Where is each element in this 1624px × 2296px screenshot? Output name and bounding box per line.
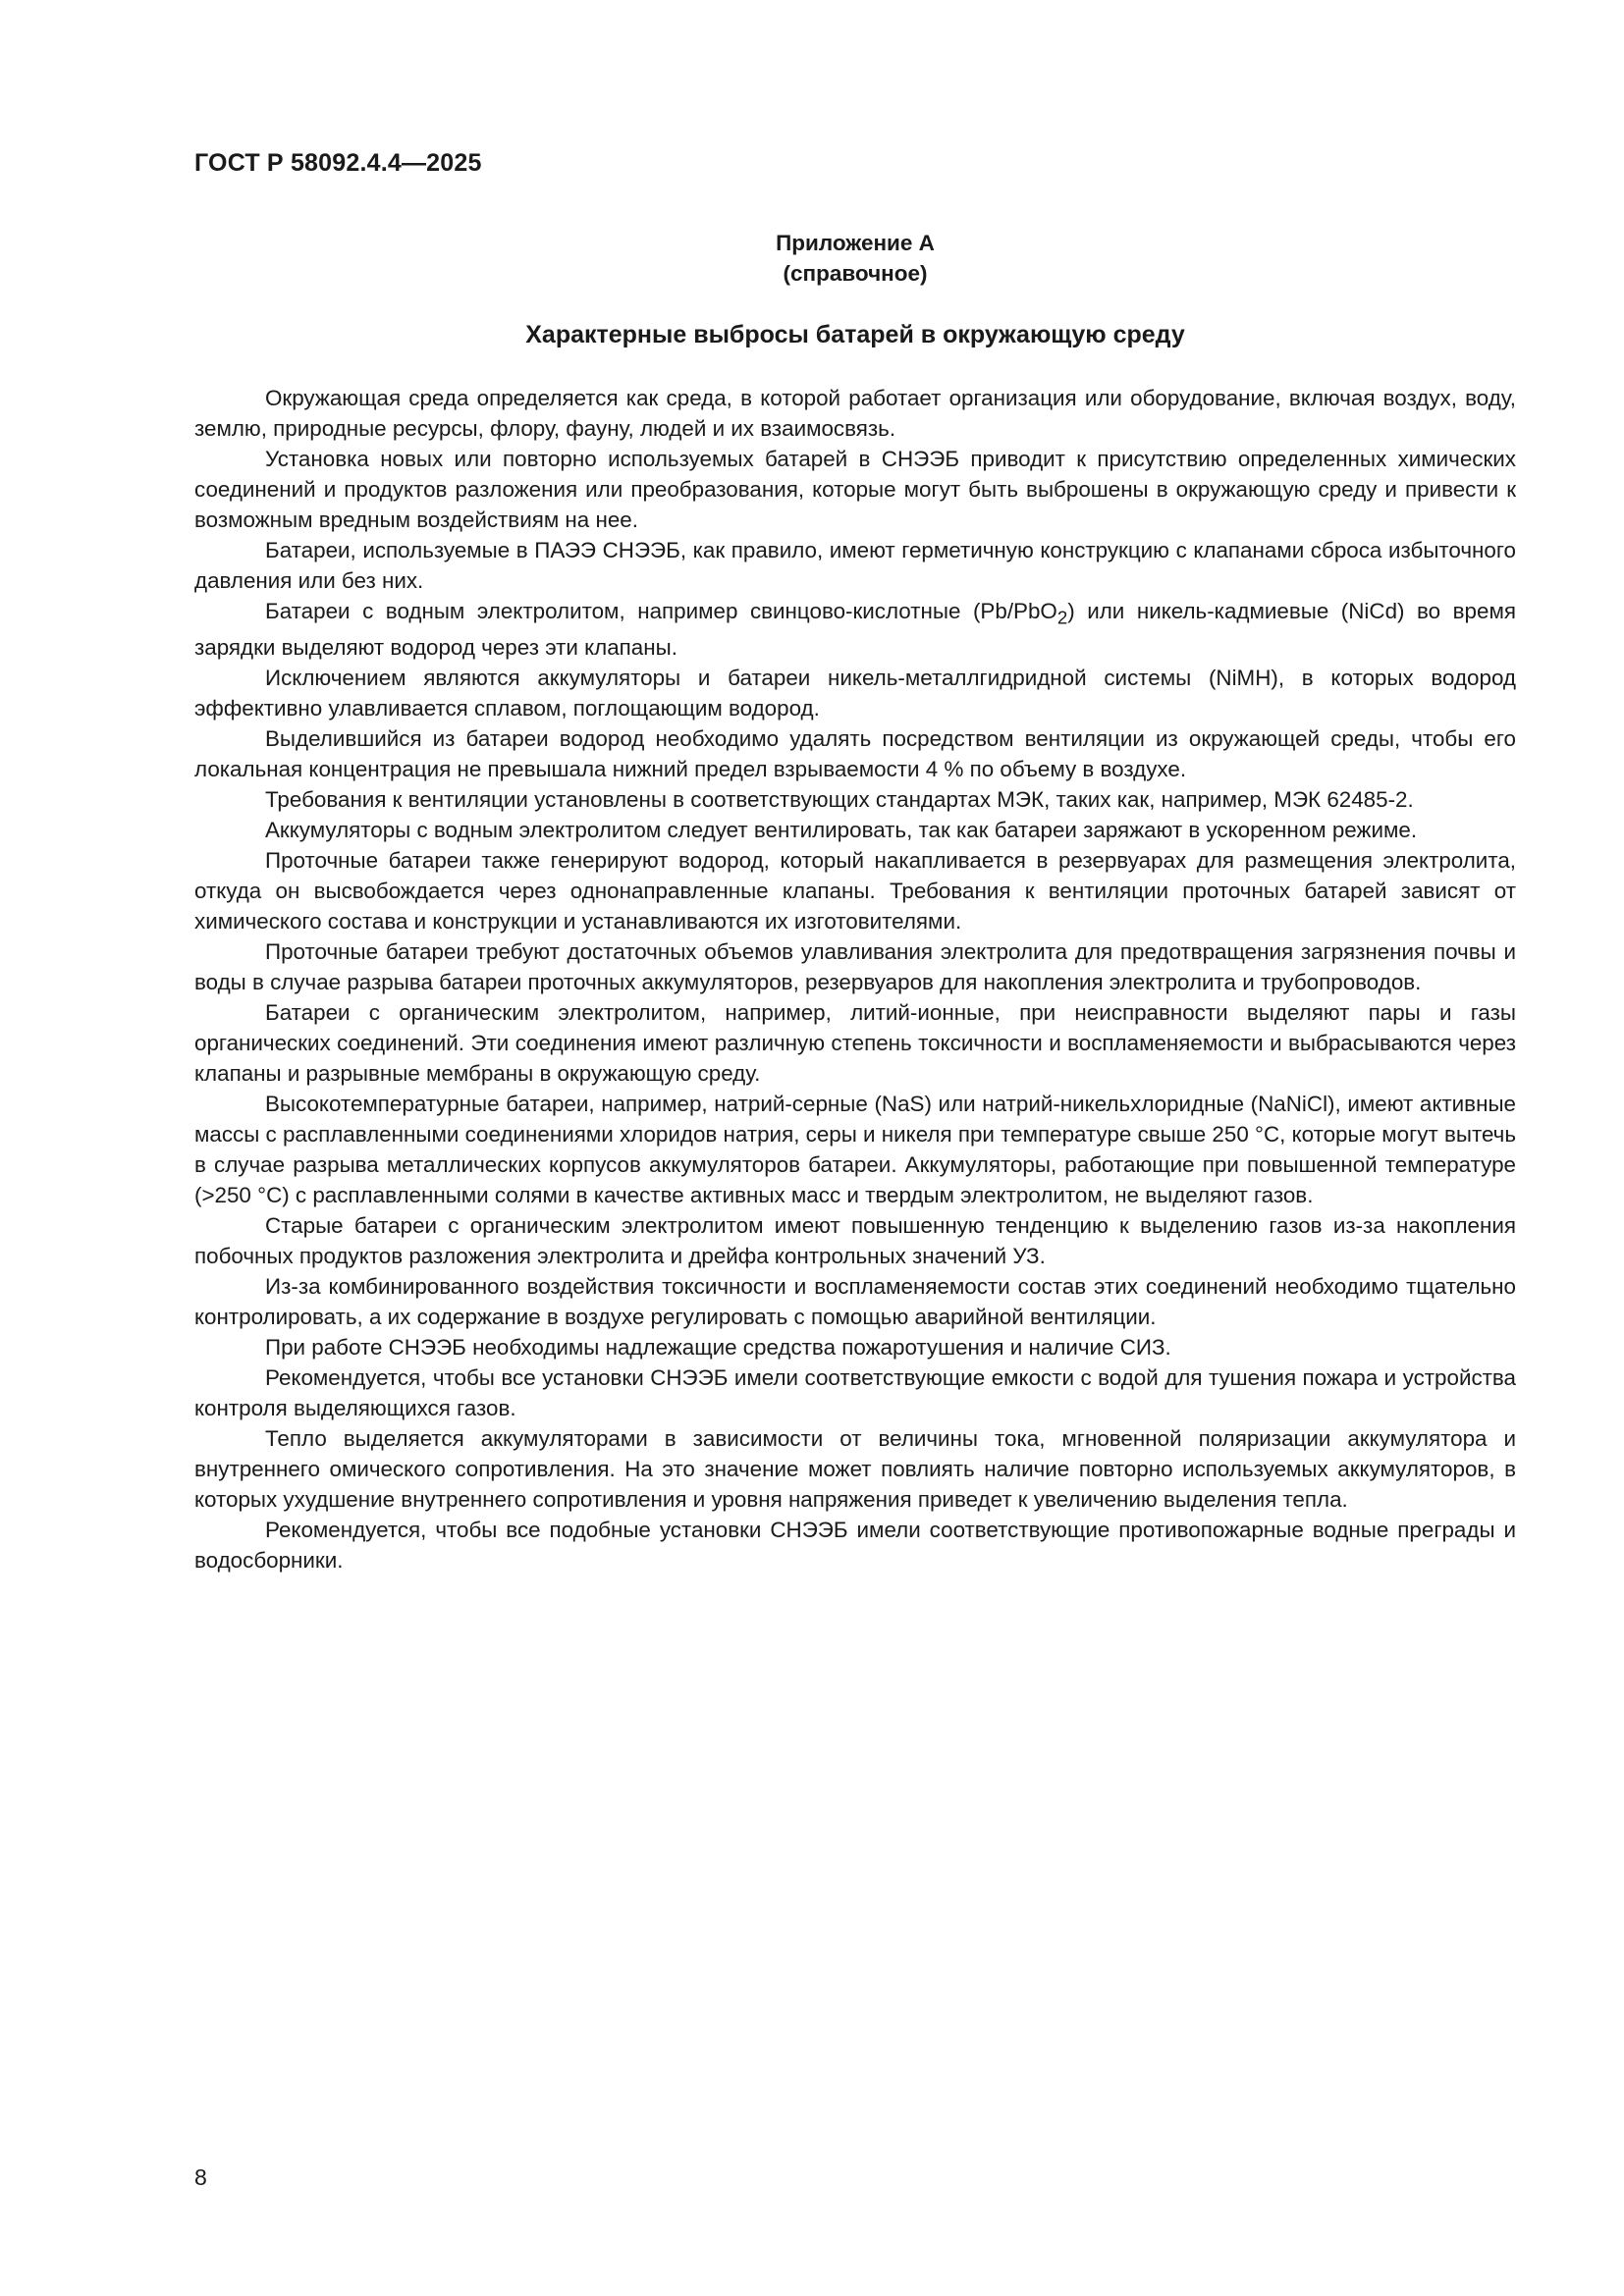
subscript: 2 bbox=[1056, 607, 1068, 628]
paragraph: Исключением являются аккумуляторы и батареи никель-металлгидридной системы (NiMH), в которых водород эффективно улавливается сплавом, поглощающим водород. bbox=[194, 666, 1516, 721]
paragraph: При работе СНЭЭБ необходимы надлежащие средства пожаротушения и наличие СИЗ. bbox=[265, 1335, 1171, 1361]
paragraph: Требования к вентиляции установлены в соответствующих стандартах МЭК, таких как, например, МЭК 62485-2. bbox=[265, 787, 1414, 813]
paragraph: Рекомендуется, чтобы все установки СНЭЭБ имели соответствующие емкости с водой для тушения пожара и устройства контроля выделяющихся газов. bbox=[194, 1365, 1516, 1421]
paragraph: Старые батареи с органическим электролитом имеют повышенную тенденцию к выделению газов из-за накопления побочных продуктов разложения электролита и дрейфа контрольных значений УЗ. bbox=[194, 1213, 1516, 1269]
paragraph: Аккумуляторы с водным электролитом следует вентилировать, так как батареи заряжают в ускоренном режиме. bbox=[265, 818, 1418, 843]
paragraph: Окружающая среда определяется как среда, в которой работает организация или оборудование, включая воздух, воду, землю, природные ресурсы, флору, фауну, людей и их взаимосвязь. bbox=[194, 386, 1516, 441]
paragraph: Из-за комбинированного воздействия токсичности и воспламеняемости состав этих соединений необходимо тщательно контролировать, а их содержание в воздухе регулировать с помощью аварийной вентиляции. bbox=[194, 1274, 1516, 1330]
paragraph-with-formula bbox=[194, 596, 1516, 663]
paragraph: Проточные батареи требуют достаточных объемов улавливания электролита для предотвращения загрязнения почвы и воды в случае разрыва батареи проточных аккумуляторов, резервуаров для накопления электролита и трубопроводов. bbox=[194, 939, 1516, 995]
paragraph: Высокотемпературные батареи, например, натрий-серные (NaS) или натрий-никельхлоридные (NaNiCl), имеют активные массы с расплавленными соединениями хлоридов натрия, серы и никеля при температуре свыше 250 °С, которые могут вытечь в случае разрыва металлических корпусов аккумуляторов батареи. Аккумуляторы, работающие при повышенной температуре (>250 °С) с расплавленными солями в качестве активных масс и твердым электролитом, не выделяют газов. bbox=[194, 1092, 1516, 1208]
page-number: 8 bbox=[194, 2164, 207, 2190]
body-text bbox=[194, 383, 1516, 1575]
appendix-subtitle: (справочное) bbox=[783, 261, 928, 286]
paragraph: Проточные батареи также генерируют водород, который накапливается в резервуарах для размещения электролита, откуда он высвобождается через однонаправленные клапаны. Требования к вентиляции проточных батарей зависят от химического состава и конструкции и устанавливаются их изготовителями. bbox=[194, 848, 1516, 934]
document-standard-id: ГОСТ Р 58092.4.4—2025 bbox=[194, 149, 482, 177]
section-title: Характерные выбросы батарей в окружающую среду bbox=[525, 321, 1185, 348]
paragraph-part: Батареи с водным электролитом, например свинцово-кислотные (Pb/PbO bbox=[265, 599, 1057, 623]
paragraph-part: ) или никель-кадмиевые (NiCd) во время зарядки выделяют водород через эти клапаны. bbox=[194, 599, 1516, 661]
appendix-title: Приложение А bbox=[776, 231, 935, 255]
paragraph: Батареи, используемые в ПАЭЭ СНЭЭБ, как правило, имеют герметичную конструкцию с клапанами сброса избыточного давления или без них. bbox=[194, 538, 1516, 593]
appendix-heading bbox=[194, 228, 1516, 289]
paragraph: Установка новых или повторно используемых батарей в СНЭЭБ приводит к присутствию определенных химических соединений и продуктов разложения или преобразования, которые могут быть выброшены в окружающую среду и привести к возможным вредным воздействиям на нее. bbox=[194, 447, 1516, 532]
paragraph: Батареи с органическим электролитом, например, литий-ионные, при неисправности выделяют пары и газы органических соединений. Эти соединения имеют различную степень токсичности и воспламеняемости и выбрасываются через клапаны и разрывные мембраны в окружающую среду. bbox=[194, 1000, 1516, 1087]
paragraph: Выделившийся из батареи водород необходимо удалять посредством вентиляции из окружающей среды, чтобы его локальная концентрация не превышала нижний предел взрываемости 4 % по объему в воздухе. bbox=[194, 726, 1516, 782]
paragraph: Рекомендуется, чтобы все подобные установки СНЭЭБ имели соответствующие противопожарные водные преграды и водосборники. bbox=[194, 1518, 1516, 1574]
paragraph: Тепло выделяется аккумуляторами в зависимости от величины тока, мгновенной поляризации аккумулятора и внутреннего омического сопротивления. На это значение может повлиять наличие повторно используемых аккумуляторов, в которых ухудшение внутреннего сопротивления и уровня напряжения приведет к увеличению выделения тепла. bbox=[194, 1426, 1516, 1513]
